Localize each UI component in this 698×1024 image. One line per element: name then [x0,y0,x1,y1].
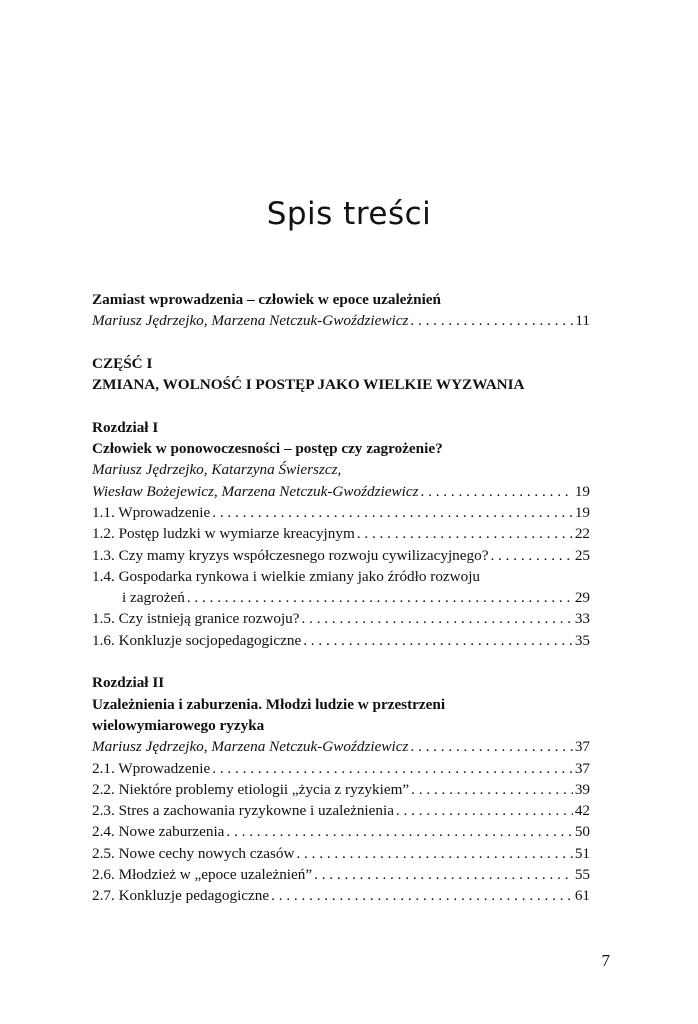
dot-leader [314,864,573,885]
toc-entry[interactable] [92,523,590,544]
toc-entry-text: 2.2. Niektóre problemy etiologii „życia z ryzykiem” [92,780,410,798]
toc-entry-page: 35 [574,631,590,649]
chapter2-label-text: Rozdział II [92,674,165,692]
toc-entry-page: 37 [574,759,590,777]
toc-entry-text: 2.5. Nowe cechy nowych czasów [92,844,295,862]
toc-entry[interactable] [92,843,590,864]
part-label-text: CZĘŚĆ I [92,354,153,372]
toc-entry-page: 55 [574,866,590,884]
toc-entry[interactable] [92,758,590,779]
dot-leader [421,481,573,502]
chapter2-page: 37 [574,738,590,756]
chapter2-label [92,672,590,693]
intro-title [92,289,590,310]
toc-entry[interactable] [92,502,590,523]
toc-entry[interactable] [92,864,590,885]
dot-leader [410,736,572,757]
chapter1-title [92,438,590,459]
toc-entry-page: 61 [574,887,590,905]
chapter2-title-2: wielowymiarowego ryzyka [92,716,265,734]
toc-entry-page: 19 [574,503,590,521]
part-label [92,353,590,374]
toc-entry-text: 1.3. Czy mamy kryzys współczesnego rozwoju cywilizacyjnego? [92,546,489,564]
dot-leader [271,885,573,906]
toc-entry-text: 2.6. Młodzież w „epoce uzależnień” [92,866,313,884]
toc-entry-text: 2.1. Wprowadzenie [92,759,211,777]
toc-entry-text: 1.5. Czy istnieją granice rozwoju? [92,610,300,628]
dot-leader [212,502,573,523]
dot-leader [212,758,573,779]
chapter2-title-1: Uzależnienia i zaburzenia. Młodzi ludzie w przestrzeni [92,695,446,713]
toc-entry[interactable] [92,630,590,651]
toc-entry-text: 1.1. Wprowadzenie [92,503,211,521]
toc-entry-page: 42 [574,802,590,820]
intro-authors-line [92,310,590,331]
toc-entry-text: 1.6. Konkluzje socjopedagogiczne [92,631,302,649]
chapter1-label [92,417,590,438]
toc-entry-first-line[interactable] [92,566,590,587]
chapter1-authors-line1 [92,459,590,480]
toc-entry-page: 29 [574,589,590,607]
toc-entry[interactable] [92,779,590,800]
intro-page: 11 [575,312,590,330]
toc-entry[interactable] [92,587,590,608]
toc-entry-text: 1.4. Gospodarka rynkowa i wielkie zmiany jako źródło rozwoju [92,567,481,585]
dot-leader [296,843,572,864]
intro-authors: Mariusz Jędrzejko, Marzena Netczuk-Gwoździewicz [92,312,409,330]
toc-entry-text: 2.7. Konkluzje pedagogiczne [92,887,270,905]
dot-leader [226,821,572,842]
toc-entry-page: 33 [574,610,590,628]
toc-entry-page: 51 [574,844,590,862]
toc-entry-text-continued: i zagrożeń [122,589,185,607]
chapter1-label-text: Rozdział I [92,418,159,436]
chapter1-authors-line2 [92,481,590,502]
dot-leader [490,545,572,566]
toc-entry-page: 25 [574,546,590,564]
toc-entry-text: 1.2. Postęp ludzki w wymiarze kreacyjnym [92,525,355,543]
toc-entry-text: 2.3. Stres a zachowania ryzykowne i uzależnienia [92,802,394,820]
toc-entry[interactable] [92,885,590,906]
toc-entry-page: 22 [574,525,590,543]
page-title: Spis treści [266,196,432,232]
dot-leader [357,523,573,544]
dot-leader [410,310,573,331]
toc-entry[interactable] [92,608,590,629]
table-of-contents [92,289,590,907]
chapter2-title-line2 [92,715,590,736]
page-number: 7 [601,951,610,970]
part-title [92,374,590,395]
chapter2-authors: Mariusz Jędrzejko, Marzena Netczuk-Gwoździewicz [92,738,409,756]
dot-leader [303,630,573,651]
dot-leader [187,587,573,608]
dot-leader [396,800,573,821]
toc-entry-page: 39 [574,780,590,798]
toc-entry[interactable] [92,800,590,821]
chapter1-authors-1: Mariusz Jędrzejko, Katarzyna Świerszcz, [92,461,342,479]
chapter2-authors-line [92,736,590,757]
dot-leader [302,608,573,629]
intro-title-text: Zamiast wprowadzenia – człowiek w epoce uzależnień [92,291,441,308]
toc-entry-page: 50 [574,823,590,841]
chapter1-authors-2: Wiesław Bożejewicz, Marzena Netczuk-Gwoździewicz [92,482,419,500]
dot-leader [411,779,573,800]
toc-entry-text: 2.4. Nowe zaburzenia [92,823,225,841]
toc-entry[interactable] [92,821,590,842]
chapter1-title-text: Człowiek w ponowoczesności – postęp czy zagrożenie? [92,440,443,458]
part-title-text: ZMIANA, WOLNOŚĆ I POSTĘP JAKO WIELKIE WYZWANIA [92,376,525,394]
chapter1-page: 19 [574,482,590,500]
chapter2-title-line1 [92,694,590,715]
toc-entry[interactable] [92,545,590,566]
